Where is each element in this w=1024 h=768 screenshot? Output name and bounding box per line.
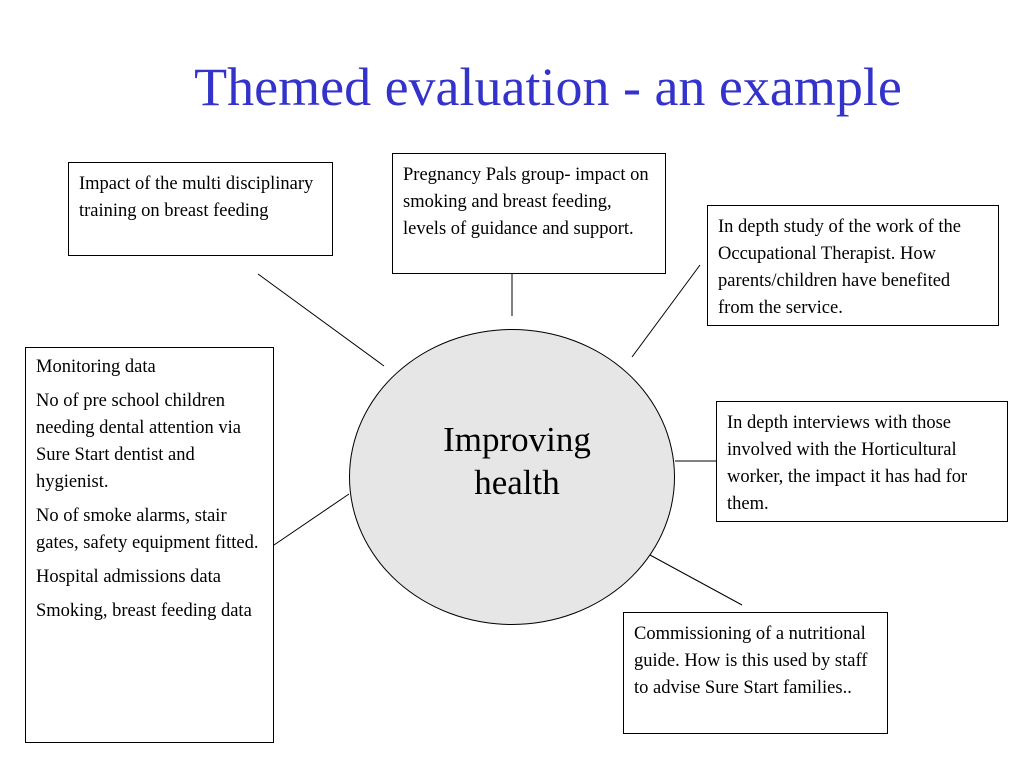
horticultural-text: In depth interviews with those involved with the Horticultural worker, the impact it has had for them.: [727, 413, 968, 514]
occupational-therapist-box: [707, 205, 999, 326]
pregnancy-pals-box: [392, 153, 666, 274]
slide-title: Themed evaluation - an example: [194, 57, 902, 117]
monitoring-item: Smoking, breast feeding data: [36, 601, 252, 621]
hub-label-line2: health: [474, 463, 560, 502]
monitoring-item: No of smoke alarms, stair gates, safety equipment fitted.: [36, 506, 259, 553]
occupational-therapist-text: In depth study of the work of the Occupational Therapist. How parents/children have benefited from the service.: [718, 217, 962, 318]
hub-ellipse: [349, 329, 675, 625]
monitoring-item: Hospital admissions data: [36, 567, 221, 587]
training-impact-box: [68, 162, 333, 256]
connector-training: [258, 274, 384, 366]
nutritional-guide-box: [623, 612, 888, 734]
training-impact-text: Impact of the multi disciplinary training on breast feeding: [79, 174, 314, 221]
connector-nutritional-guide: [650, 555, 742, 605]
monitoring-item: Monitoring data: [36, 357, 156, 377]
horticultural-box: [716, 401, 1008, 522]
nutritional-guide-text: Commissioning of a nutritional guide. How is this used by staff to advise Sure Start families..: [634, 624, 868, 698]
connector-occupational-therapist: [632, 265, 700, 357]
monitoring-item: No of pre school children needing dental attention via Sure Start dentist and hygienist.: [36, 391, 241, 492]
hub-label: [374, 418, 660, 504]
monitoring-data-box: [25, 347, 274, 743]
hub-label-line1: Improving: [443, 420, 591, 459]
pregnancy-pals-text: Pregnancy Pals group- impact on smoking and breast feeding, levels of guidance and support.: [403, 165, 649, 239]
connector-monitoring: [274, 494, 349, 545]
